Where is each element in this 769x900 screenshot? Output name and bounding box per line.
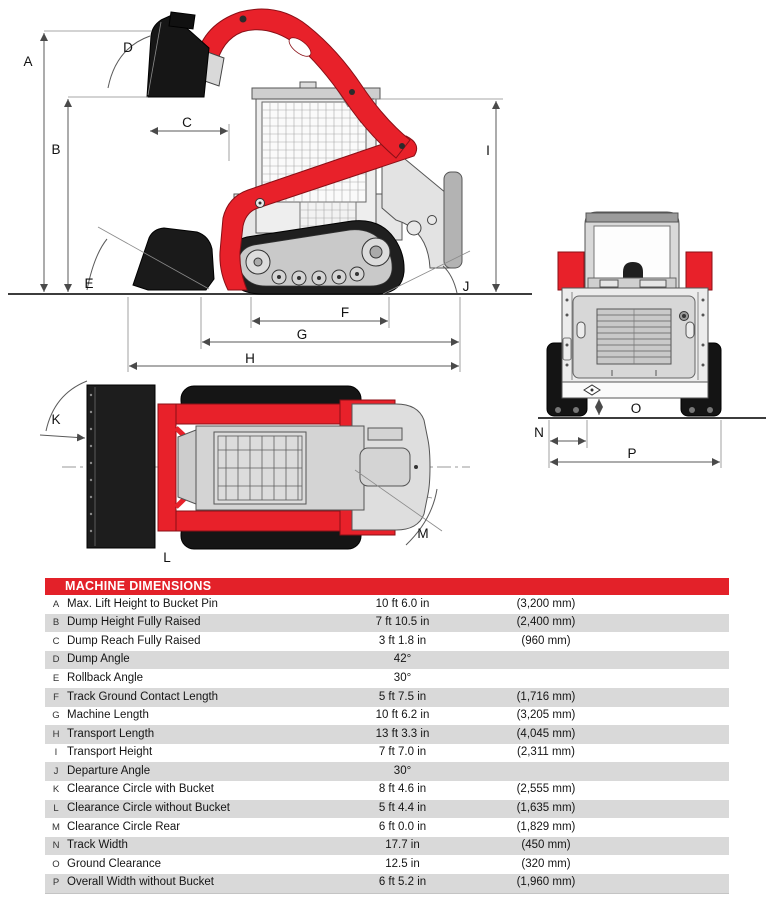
rear-cab [585,212,679,290]
row-label: Ground Clearance [67,857,161,870]
row-key: P [45,874,67,893]
dim-label-d: D [123,40,133,55]
row-metric: (960 mm) [521,634,571,647]
row-key: A [52,598,60,610]
table-title: MACHINE DIMENSIONS [65,579,212,593]
row-imperial: 6 ft 5.2 in [335,874,470,893]
top-machine-illustration [87,385,430,549]
dim-label-b: B [51,142,61,157]
rear-view-diagram [534,212,766,468]
lowered-bucket [133,228,214,290]
row-imperial: 6 ft 0.0 in [378,820,427,833]
row-label: Dump Height Fully Raised [67,614,335,633]
table-row [45,837,729,856]
top-view-diagram [40,381,470,565]
left-fender [558,252,584,290]
row-label: Dump Angle [67,651,335,670]
row-imperial: 5 ft 7.5 in [335,688,470,707]
row-label: Transport Height [67,746,153,759]
dim-label-e: E [84,276,94,291]
rear-door-panel [444,172,462,268]
row-label: Track Ground Contact Length [67,688,335,707]
row-metric [470,651,622,670]
table-header [45,578,729,595]
dimensions-table [45,595,729,894]
row-key: K [52,784,60,796]
table-row [45,595,729,614]
table-row [45,614,729,633]
row-key: M [52,821,60,833]
row-metric: (2,311 mm) [517,746,575,759]
dim-label-c: C [182,115,192,130]
table-row [45,651,729,670]
right-fender [686,252,712,290]
row-metric: (320 mm) [521,857,571,870]
row-key: H [45,725,67,744]
row-metric: (3,205 mm) [516,709,576,722]
row-label: Dump Reach Fully Raised [67,634,201,647]
row-key: G [52,710,60,722]
dim-label-o: O [630,401,642,416]
row-key: L [45,800,67,819]
row-label: Rollback Angle [67,671,144,684]
table-row [45,688,729,707]
row-key: I [54,747,58,759]
row-metric [470,669,622,688]
row-imperial: 12.5 in [385,857,420,870]
dim-label-p: P [627,446,637,461]
row-key: O [52,858,60,870]
dim-label-h: H [245,351,255,366]
row-imperial: 10 ft 6.0 in [375,597,430,610]
row-imperial: 7 ft 7.0 in [378,746,427,759]
side-machine-illustration [133,9,462,294]
dim-label-k: K [51,412,61,427]
table-row [45,669,729,688]
row-key: J [45,762,67,781]
row-label: Clearance Circle with Bucket [67,783,215,796]
dim-label-n: N [534,425,544,440]
row-imperial: 7 ft 10.5 in [335,614,470,633]
dim-label-a: A [23,54,33,69]
machine-dimensions-table [45,578,729,894]
row-imperial: 42° [335,651,470,670]
row-key: E [52,672,60,684]
row-metric: (1,960 mm) [470,874,622,893]
row-metric [470,762,622,781]
row-imperial: 13 ft 3.3 in [335,725,470,744]
side-view-diagram [8,9,532,372]
row-metric: (2,400 mm) [470,614,622,633]
engine-hatch [360,448,410,486]
dim-label-j: J [462,279,470,294]
dim-arc-J [443,266,457,293]
table-row [45,632,729,651]
roof-grid [214,432,306,504]
rear-bumper [562,382,708,398]
table-row [45,855,729,874]
table-row [45,707,729,726]
row-imperial: 5 ft 4.4 in [335,800,470,819]
row-metric: (3,200 mm) [516,597,576,610]
table-row [45,818,729,837]
raised-bucket [147,12,224,97]
row-imperial: 30° [393,671,412,684]
table-row [45,800,729,819]
top-bucket [87,385,155,548]
dim-label-g: G [296,327,308,342]
row-key: C [52,635,60,647]
row-label: Clearance Circle without Bucket [67,800,335,819]
row-metric: (2,555 mm) [516,783,576,796]
table-row [45,725,729,744]
row-label: Overall Width without Bucket [67,874,335,893]
row-imperial: 8 ft 4.6 in [378,783,427,796]
row-metric: (1,716 mm) [470,688,622,707]
row-metric: (450 mm) [470,837,622,856]
row-imperial: 10 ft 6.2 in [375,709,430,722]
dim-label-l: L [163,550,171,565]
table-row [45,874,729,893]
rear-body [562,288,708,382]
row-imperial: 3 ft 1.8 in [378,634,427,647]
table-row [45,762,729,781]
rear-machine-illustration [547,212,721,416]
row-metric: (4,045 mm) [470,725,622,744]
engine-grille [597,309,671,364]
table-row [45,781,729,800]
row-label: Transport Length [67,725,335,744]
row-key: F [45,688,67,707]
table-row [45,744,729,763]
row-metric: (1,635 mm) [470,800,622,819]
dim-label-i: I [486,143,490,158]
row-label: Machine Length [67,709,149,722]
row-key: N [45,837,67,856]
row-key: B [45,614,67,633]
row-label: Track Width [67,837,335,856]
row-key: D [45,651,67,670]
row-imperial: 30° [335,762,470,781]
row-label: Clearance Circle Rear [67,820,181,833]
row-metric: (1,829 mm) [516,820,576,833]
row-imperial: 17.7 in [335,837,470,856]
dim-label-f: F [340,305,350,320]
dim-label-m: M [417,526,429,541]
row-label: Max. Lift Height to Bucket Pin [67,597,218,610]
row-label: Departure Angle [67,762,335,781]
